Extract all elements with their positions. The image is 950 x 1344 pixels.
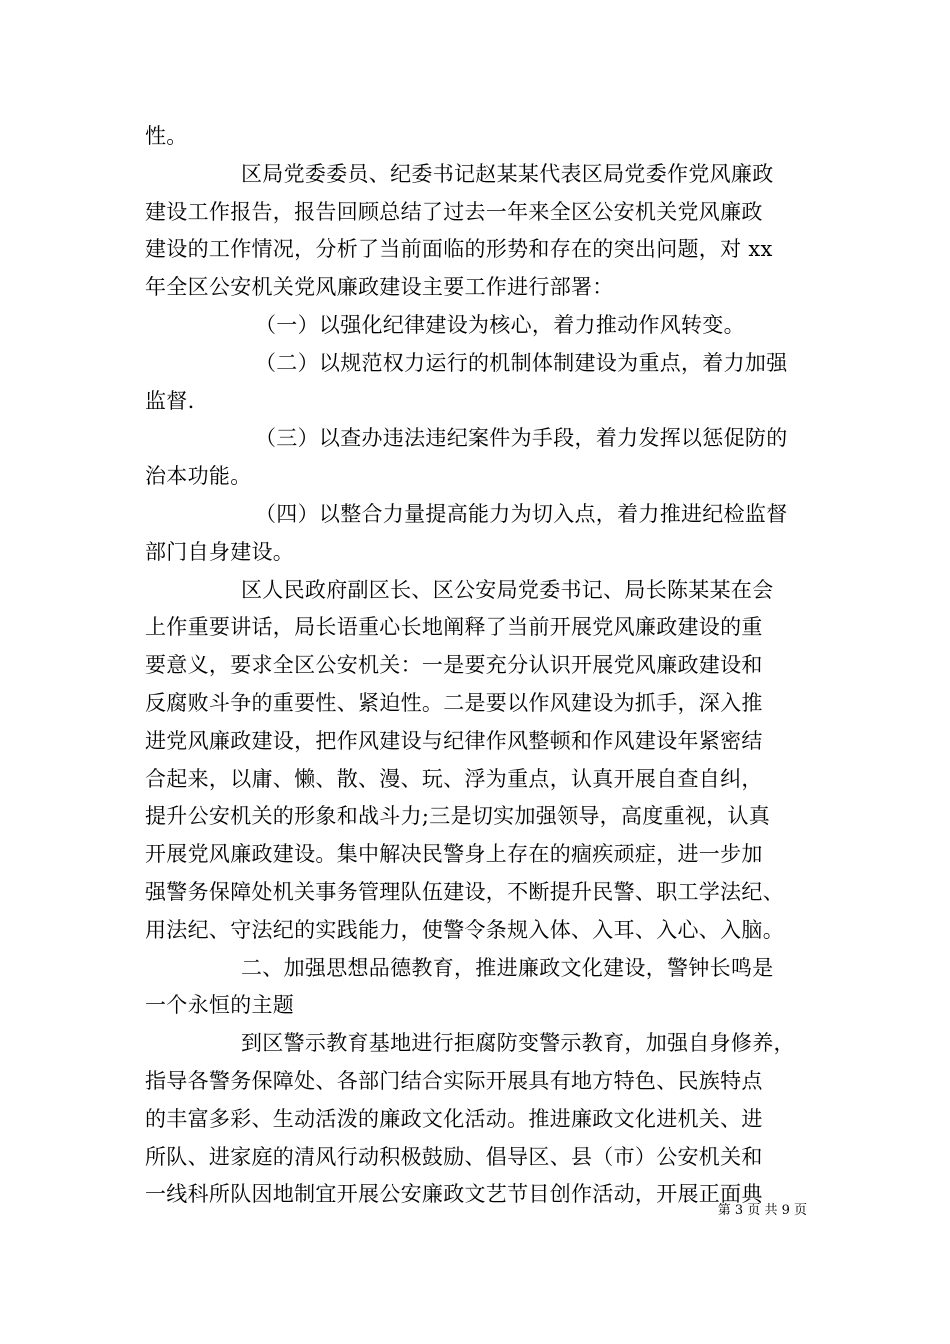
text-line: 反腐败斗争的重要性、紧迫性。二是要以作风建设为抓手，深入推	[145, 690, 763, 715]
text-line: 进党风廉政建设，把作风建设与纪律作风整顿和作风建设年紧密结	[145, 728, 763, 753]
text-line: 部门自身建设。	[145, 539, 295, 564]
text-line: 性。	[145, 124, 188, 148]
text-line: 建设的工作情况，分析了当前面临的形势和存在的突出问题，对 xx	[145, 237, 773, 262]
list-item-line: （三）以查办违法违纪案件为手段，着力发挥以惩促防的	[255, 426, 788, 451]
text-line: 提升公安机关的形象和战斗力;三是切实加强领导，高度重视，认真	[145, 804, 771, 829]
paragraph-start-line: 区人民政府副区长、区公安局党委书记、局长陈某某在会	[241, 577, 774, 602]
text-line: 年全区公安机关党风廉政建设主要工作进行部署：	[145, 275, 614, 300]
text-line: 上作重要讲话，局长语重心长地阐释了当前开展党风廉政建设的重	[145, 615, 763, 640]
list-item-line: （四）以整合力量提高能力为切入点，着力推进纪检监督	[255, 501, 788, 526]
text-line: 的丰富多彩、生动活泼的廉政文化活动。推进廉政文化进机关、进	[145, 1106, 763, 1131]
text-line: 一线科所队因地制宜开展公安廉政文艺节目创作活动，开展正面典	[145, 1182, 763, 1207]
list-item-line: （二）以规范权力运行的机制体制建设为重点，着力加强	[255, 350, 788, 375]
text-line: 要意义，要求全区公安机关：一是要充分认识开展党风廉政建设和	[145, 653, 763, 678]
list-item-line: （一）以强化纪律建设为核心，着力推动作风转变。	[255, 312, 745, 337]
text-line: 监督.	[145, 388, 195, 413]
text-line: 开展党风廉政建设。集中解决民警身上存在的痼疾顽症，进一步加	[145, 842, 763, 867]
paragraph-start-line: 到区警示教育基地进行拒腐防变警示教育，加强自身修养，	[241, 1031, 795, 1056]
text-line: 建设工作报告，报告回顾总结了过去一年来全区公安机关党风廉政	[145, 199, 763, 224]
section-heading-line: 一个永恒的主题	[145, 993, 295, 1018]
text-line: 用法纪、守法纪的实践能力，使警令条规入体、入耳、入心、入脑。	[145, 917, 784, 942]
text-line: 治本功能。	[145, 464, 252, 489]
section-heading-line: 二、加强思想品德教育，推进廉政文化建设，警钟长鸣是	[241, 955, 774, 980]
text-line: 合起来，以庸、懒、散、漫、玩、浮为重点，认真开展自查自纠，	[145, 766, 763, 791]
page-number-footer: 第 3 页 共 9 页	[717, 1203, 807, 1218]
text-line: 强警务保障处机关事务管理队伍建设，不断提升民警、职工学法纪、	[145, 879, 784, 904]
paragraph-start-line: 区局党委委员、纪委书记赵某某代表区局党委作党风廉政	[241, 161, 774, 186]
text-line: 指导各警务保障处、各部门结合实际开展具有地方特色、民族特点	[145, 1068, 763, 1093]
text-line: 所队、进家庭的清风行动积极鼓励、倡导区、县（市）公安机关和	[145, 1144, 763, 1169]
body-text	[145, 118, 815, 1214]
